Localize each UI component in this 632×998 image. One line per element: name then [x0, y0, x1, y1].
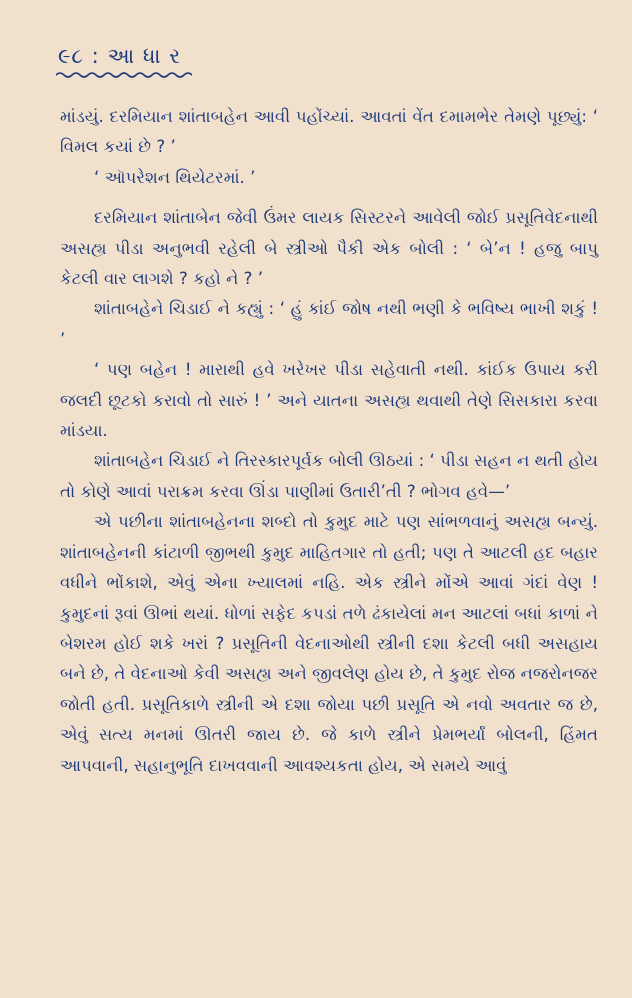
paragraph-6: શાંતાબહેન ચિડાઈ ને તિરસ્કારપૂર્વક બોલી ઊઠયાં : ‘ પીડા સહન ન થતી હોય તો કોણે આવાં પરાક્રમ કરવા ઊંડા પાણીમાં ઉતારી’તી ? ભોગવ હવે—’: [60, 451, 598, 501]
book-title: આ ધા ર: [107, 44, 182, 68]
paragraph-4: શાંતાબહેને ચિડાઈ ને કહ્યું : ‘ હું કાંઈ જોષ નથી ભણી કે ભવિષ્ય ભાખી શકું ! ’: [60, 299, 598, 349]
paragraph-3: દરમિયાન શાંતાબેન જેવી ઉંમર લાયક સિસ્ટરને આવેલી જોઈ પ્રસૂતિવેદનાથી અસહ્ય પીડા અનુભવી રહેલી બે સ્ત્રીઓ પૈકી એક બોલી : ‘ બે’ન ! હજુ બાપુ કેટલી વાર લાગશે ? કહો ને ? ’: [60, 208, 598, 289]
header-separator: :: [91, 44, 100, 68]
paragraph-7: એ પછીના શાંતાબહેનના શબ્દો તો કુમુદ માટે પણ સાંભળવાનું અસહ્ય બન્યું. શાંતાબહેનની કાંટાળી જીભથી કુમુદ માહિતગાર તો હતી; પણ તે આટલી હદ બહાર વધીને ભોંકાશે, એવું એના ખ્યાલમાં નહિ. એક સ્ત્રીને મોંએ આવાં ગંદાં વેણ ! કુમુદનાં રૂવાં ઊભાં થયાં. ધોળાં સફેદ કપડાં તળે ઢંકાયેલાં મન આટલાં બધાં કાળાં ને બેશરમ હોઈ શકે ખરાં ? પ્રસૂતિની વેદનાઓથી સ્ત્રીની દશા કેટલી બધી અસહાય બને છે, તે વેદનાઓ કેવી અસહ્ય અને જીવલેણ હોય છે, તે કુમુદ રોજ નજરોનજર જોતી હતી. પ્રસૂતિકાળે સ્ત્રીની એ દશા જોયા પછી પ્રસૂતિ એ નવો અવતાર જ છે, એવું સત્ય મનમાં ઊતરી જાય છે. જે કાળે સ્ત્રીને પ્રેમભર્યાં બોલની, હિંમત આપવાની, સહાનુભૂતિ દાખવવાની આવશ્યકતા હોય, એ સમયે આવું: [60, 512, 598, 775]
paragraph-5: ‘ પણ બહેન ! મારાથી હવે ખરેખર પીડા સહેવાતી નથી. કાંઈક ઉપાય કરી જલદી છૂટકો કરાવો તો સારું ! ’ અને યાતના અસહ્ય થવાથી તેણે સિસકારા કરવા માંડયા.: [60, 360, 598, 441]
paragraph-1: માંડયું. દરમિયાન શાંતાબહેન આવી પહોંચ્યાં. આવતાં વેંત દમામભેર તેમણે પૂછ્યું: ‘ વિમલ કયાં છે ? ’: [60, 107, 598, 157]
paragraph-2: ‘ ઑપરેશન થિયેટરમાં. ’: [94, 167, 256, 187]
body-text: [60, 102, 598, 781]
page-number: ૯૮: [58, 44, 84, 68]
running-header: [58, 44, 181, 69]
decorative-wavy-underline: [56, 70, 192, 80]
